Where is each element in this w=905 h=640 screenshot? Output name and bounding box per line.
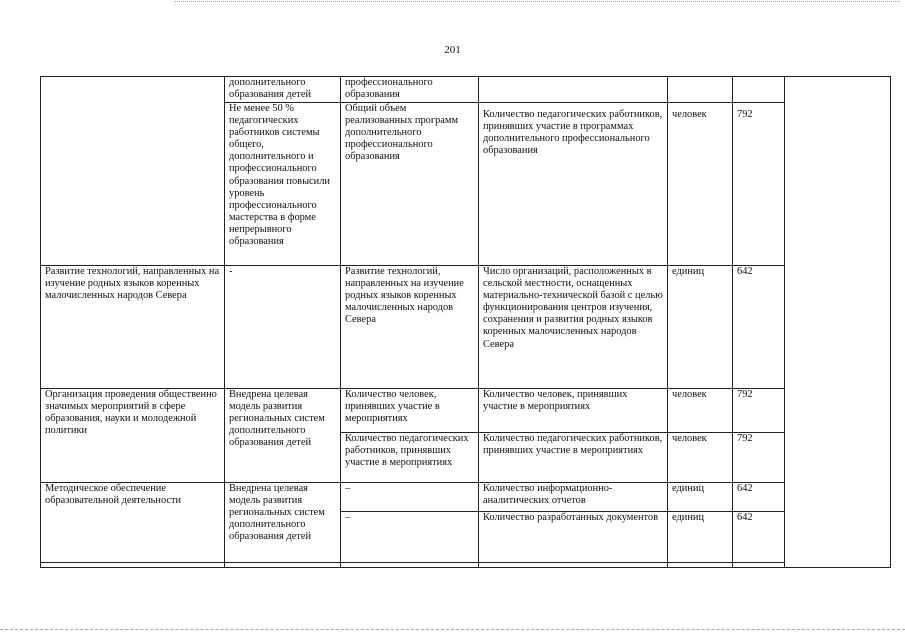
scan-artifact-bottom	[0, 629, 905, 630]
code-cell: 642	[733, 512, 785, 563]
unit-cell: человек	[668, 433, 733, 483]
code-cell: 642	[733, 483, 785, 512]
unit-cell: единиц	[668, 483, 733, 512]
indicator-cell	[341, 563, 479, 568]
measure-cell: Число организаций, расположенных в сельской местности, оснащенных материально-технической базой с целью функционирования центров изучения, сохранения и развития родных языков коренных малочисленных народов Севера	[479, 266, 668, 389]
activity-cell: Развитие технологий, направленных на изучение родных языков коренных малочисленных народов Севера	[41, 266, 225, 389]
measure-cell: Количество педагогических работников, принявших участие в мероприятиях	[479, 433, 668, 483]
code-cell	[733, 563, 785, 568]
result-cell	[225, 563, 341, 568]
activity-cell: Организация проведения общественно значимых мероприятий в сфере образования, науки и молодежной политики	[41, 389, 225, 483]
indicator-cell: профессионального образования	[341, 77, 479, 103]
code-cell: 792	[733, 103, 785, 266]
code-cell	[733, 77, 785, 103]
result-cell: -	[225, 266, 341, 389]
measure-cell: Количество педагогических работников, принявших участие в программах дополнительного профессионального образования	[479, 103, 668, 266]
unit-cell	[668, 77, 733, 103]
table-row	[41, 563, 891, 568]
code-cell: 792	[733, 389, 785, 433]
result-cell: Не менее 50 % педагогических работников системы общего, дополнительного и профессионального образования повысили уровень профессионального мастерства в форме непрерывного образования	[225, 103, 341, 266]
measure-cell	[479, 77, 668, 103]
unit-cell	[668, 563, 733, 568]
table-row	[41, 483, 891, 512]
page-number: 201	[444, 44, 461, 56]
activity-cell	[41, 77, 225, 266]
result-cell: Внедрена целевая модель развития региональных систем дополнительного образования детей	[225, 389, 341, 483]
indicator-cell: –	[341, 512, 479, 563]
measure-cell: Количество разработанных документов	[479, 512, 668, 563]
measure-cell	[479, 563, 668, 568]
table-row	[41, 266, 891, 389]
indicator-cell: Общий объем реализованных программ дополнительного профессионального образования	[341, 103, 479, 266]
measure-cell: Количество человек, принявших участие в мероприятиях	[479, 389, 668, 433]
result-cell: Внедрена целевая модель развития региональных систем дополнительного образования детей	[225, 483, 341, 563]
indicator-cell: Количество человек, принявших участие в мероприятиях	[341, 389, 479, 433]
table-row	[41, 389, 891, 433]
data-table	[40, 76, 891, 568]
indicator-cell: –	[341, 483, 479, 512]
scan-artifact-top	[175, 1, 900, 2]
activity-cell	[41, 563, 225, 568]
activity-cell: Методическое обеспечение образовательной деятельности	[41, 483, 225, 563]
unit-cell: единиц	[668, 266, 733, 389]
indicator-cell: Количество педагогических работников, принявших участие в мероприятиях	[341, 433, 479, 483]
code-cell: 792	[733, 433, 785, 483]
unit-cell: единиц	[668, 512, 733, 563]
result-cell: дополнительного образования детей	[225, 77, 341, 103]
indicator-cell: Развитие технологий, направленных на изучение родных языков коренных малочисленных народов Севера	[341, 266, 479, 389]
measure-cell: Количество информационно-аналитических отчетов	[479, 483, 668, 512]
unit-cell: человек	[668, 103, 733, 266]
unit-cell: человек	[668, 389, 733, 433]
table-row	[41, 77, 891, 103]
code-cell: 642	[733, 266, 785, 389]
extra-column-cell	[785, 77, 891, 568]
